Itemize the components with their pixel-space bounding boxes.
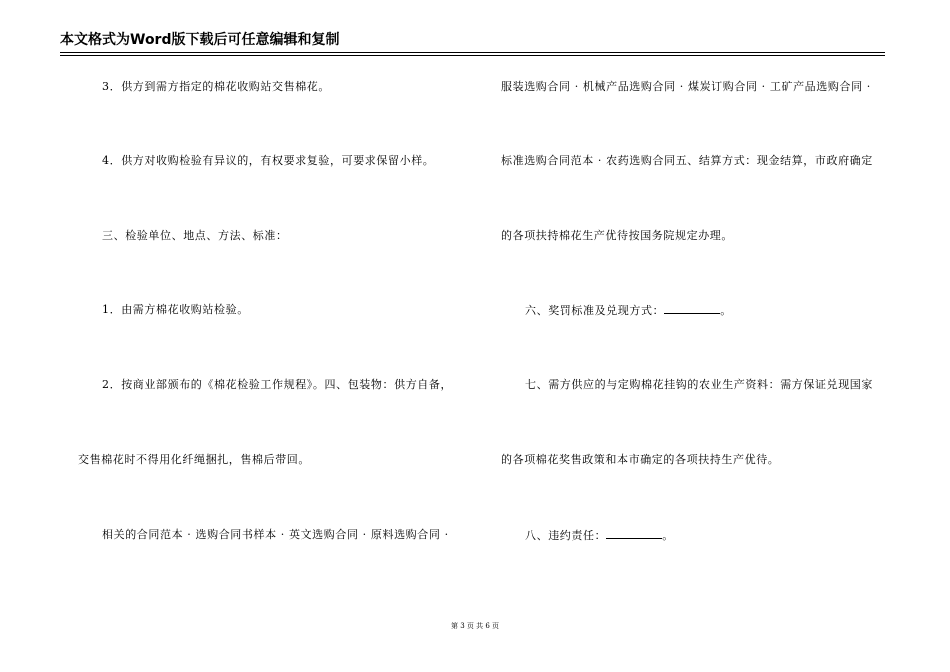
header-rule-thick xyxy=(60,52,885,53)
breach-liability-blank xyxy=(606,527,662,539)
paragraph-left-7: 相关的合同范本 · 选购合同书样本 · 英文选购合同 · 原料选购合同 · xyxy=(102,528,449,541)
paragraph-left-5: 2．按商业部颁布的《棉花检验工作规程》。四、包装物：供方自备， xyxy=(102,378,453,391)
reward-penalty-label: 六、奖罚标准及兑现方式： xyxy=(525,304,665,317)
paragraph-right-5: 七、需方供应的与定购棉花挂钩的农业生产资料：需方保证兑现国家 xyxy=(525,378,873,391)
paragraph-left-3: 三、检验单位、地点、方法、标准： xyxy=(102,229,288,242)
paragraph-left-1: 3．供方到需方指定的棉花收购站交售棉花。 xyxy=(102,80,330,93)
reward-penalty-end: 。 xyxy=(720,304,732,317)
paragraph-left-6: 交售棉花时不得用化纤绳捆扎，售棉后带回。 xyxy=(78,453,310,466)
page-footer: 第 3 页 共 6 页 xyxy=(450,622,500,630)
page-header-title: 本文格式为Word版下载后可任意编辑和复制 xyxy=(60,32,340,48)
paragraph-right-7 xyxy=(525,527,674,544)
reward-penalty-blank xyxy=(664,302,720,314)
paragraph-left-2: 4．供方对收购检验有异议的，有权要求复验，可要求保留小样。 xyxy=(102,154,435,167)
paragraph-right-3: 的各项扶持棉花生产优待按国务院规定办理。 xyxy=(501,229,733,242)
paragraph-left-4: 1．由需方棉花收购站检验。 xyxy=(102,303,249,316)
paragraph-right-6: 的各项棉花奖售政策和本市确定的各项扶持生产优待。 xyxy=(501,453,780,466)
breach-liability-label: 八、违约责任： xyxy=(525,529,607,542)
paragraph-right-1: 服装选购合同 · 机械产品选购合同 · 煤炭订购合同 · 工矿产品选购合同 · xyxy=(501,80,871,93)
paragraph-right-4 xyxy=(525,302,732,319)
paragraph-right-2: 标准选购合同范本 · 农药选购合同五、结算方式：现金结算，市政府确定 xyxy=(501,154,873,167)
breach-liability-end: 。 xyxy=(662,529,674,542)
header-rule-thin xyxy=(60,55,885,56)
